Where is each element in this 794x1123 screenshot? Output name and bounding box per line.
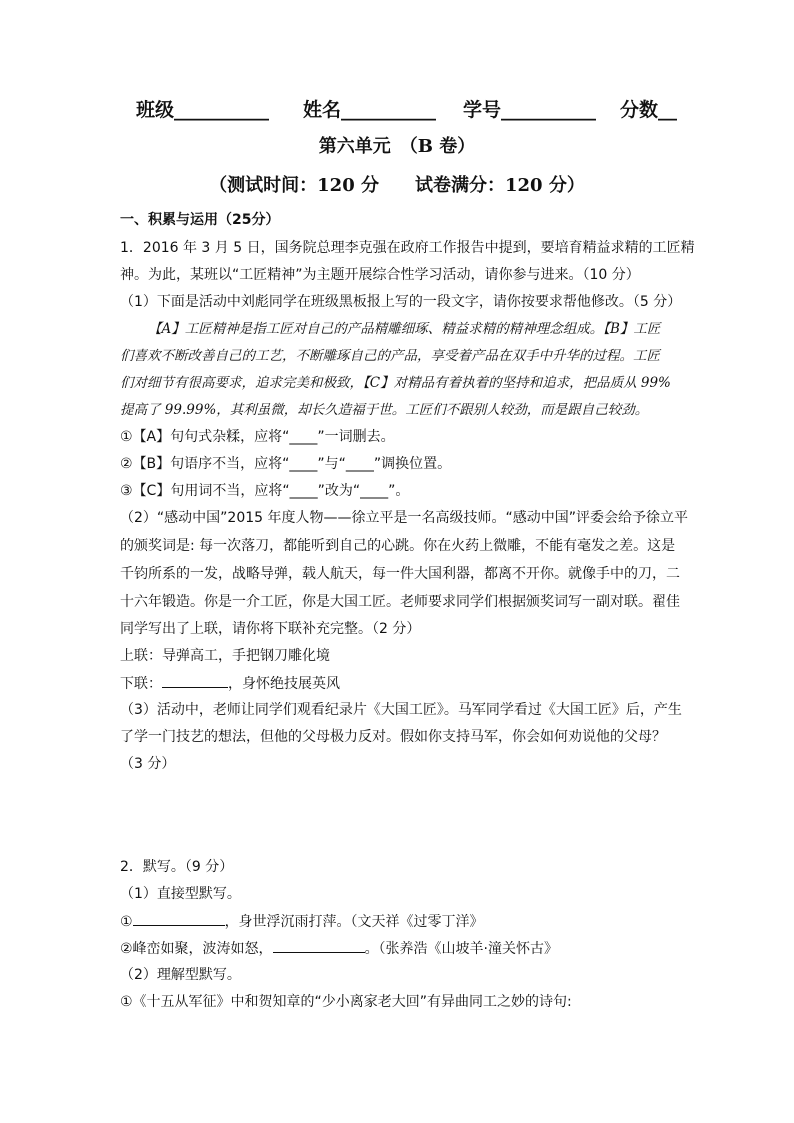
q2-item2 — [120, 938, 558, 959]
name-field: 姓名__________ — [303, 99, 437, 121]
q1-sub2-line: 千钧所系的一发，战略导弹，载人航天，每一件大国利器，都离不开你。就像手中的刀，二 — [120, 566, 680, 582]
section-heading: 一、积累与运用（25分） — [120, 212, 280, 228]
q2-item1-prefix: ① — [120, 914, 133, 930]
couplet-lower-label: 下联： — [120, 676, 162, 692]
q1-sub2-line: （2）“感动中国”2015 年度人物——徐立平是一名高级技师。“感动中国”评委会给予徐立平 — [120, 510, 688, 526]
class-field: 班级__________ — [136, 99, 270, 121]
revision-item-c: ③【C】句用词不当，应将“____”改为“____”。 — [120, 483, 410, 499]
q2-item1 — [120, 911, 484, 932]
q1-sub3-line: 了学一门技艺的想法，但他的父母极力反对。假如你支持马军，你会如何劝说他的父母？ — [120, 729, 666, 745]
couplet-lower-rest: ，身怀绝技展英风 — [228, 676, 340, 692]
q1-sub2-line: 同学写出了上联，请你将下联补充完整。（2 分） — [120, 621, 421, 637]
passage-line: 【A】工匠精神是指工匠对自己的产品精雕细琢、精益求精的精神理念组成。【B】工匠 — [148, 321, 661, 337]
passage-line: 们对细节有很高要求，追求完美和极致，【C】对精品有着执着的坚持和追求，把品质从 99% — [120, 375, 671, 391]
q2-item3: ①《十五从军征》中和贺知章的“少小离家老大回”有异曲同工之妙的诗句: — [120, 994, 572, 1010]
couplet-answer-blank[interactable] — [162, 673, 228, 688]
couplet-lower — [120, 673, 340, 694]
q1-sub3-line: （3）活动中，老师让同学们观看纪录片《大国工匠》。马军同学看过《大国工匠》后，产生 — [120, 702, 682, 718]
q2-item2-rest: 。（张养浩《山坡羊·潼关怀古》 — [364, 941, 559, 957]
q1-sub2-line: 十六年锻造。你是一介工匠，你是大国工匠。老师要求同学们根据颁奖词写一副对联。翟佳 — [120, 594, 680, 610]
q2-item2-prefix: ②峰峦如聚，波涛如怒， — [120, 941, 273, 957]
dictation-blank-2[interactable] — [273, 938, 365, 953]
passage-line: 提高了 99.99%，其利虽微，却长久造福于世。工匠们不跟别人较劲，而是跟自己较劲。 — [120, 402, 649, 418]
student-id-field: 学号__________ — [463, 99, 597, 121]
exam-subtitle: （测试时间：120 分 试卷满分：120 分） — [209, 175, 585, 196]
revision-item-a: ①【A】句句式杂糅，应将“____”一词删去。 — [120, 429, 395, 445]
q2-heading: 2．默写。（9 分） — [120, 859, 234, 875]
revision-item-b: ②【B】句语序不当，应将“____”与“____”调换位置。 — [120, 456, 452, 472]
passage-line: 们喜欢不断改善自己的工艺，不断雕琢自己的产品，享受着产品在双手中升华的过程。工匠 — [120, 348, 660, 364]
couplet-upper: 上联：导弹高工，手把钢刀雕化境 — [120, 648, 330, 664]
q1-sub1-prompt: （1）下面是活动中刘彪同学在班级黑板报上写的一段文字，请你按要求帮他修改。（5 分） — [120, 294, 682, 310]
unit-title: 第六单元 （B 卷） — [318, 136, 476, 157]
q1-line2: 神。为此，某班以“工匠精神”为主题开展综合性学习活动，请你参与进来。（10 分） — [120, 267, 640, 283]
q2-sub2: （2）理解型默写。 — [120, 967, 241, 983]
dictation-blank-1[interactable] — [133, 911, 225, 926]
q2-sub1: （1）直接型默写。 — [120, 886, 241, 902]
q1-sub2-line: 的颁奖词是: 每一次落刀，都能听到自己的心跳。你在火药上微雕，不能有毫发之差。这是 — [120, 538, 676, 554]
q1-sub3-line: （3 分） — [120, 756, 176, 772]
q2-item1-rest: ，身世浮沉雨打萍。（文天祥《过零丁洋》 — [224, 914, 484, 930]
score-field: 分数__ — [620, 99, 678, 121]
q1-line1: 1．2016 年 3 月 5 日，国务院总理李克强在政府工作报告中提到，要培育精益求精的工匠精 — [120, 240, 695, 256]
